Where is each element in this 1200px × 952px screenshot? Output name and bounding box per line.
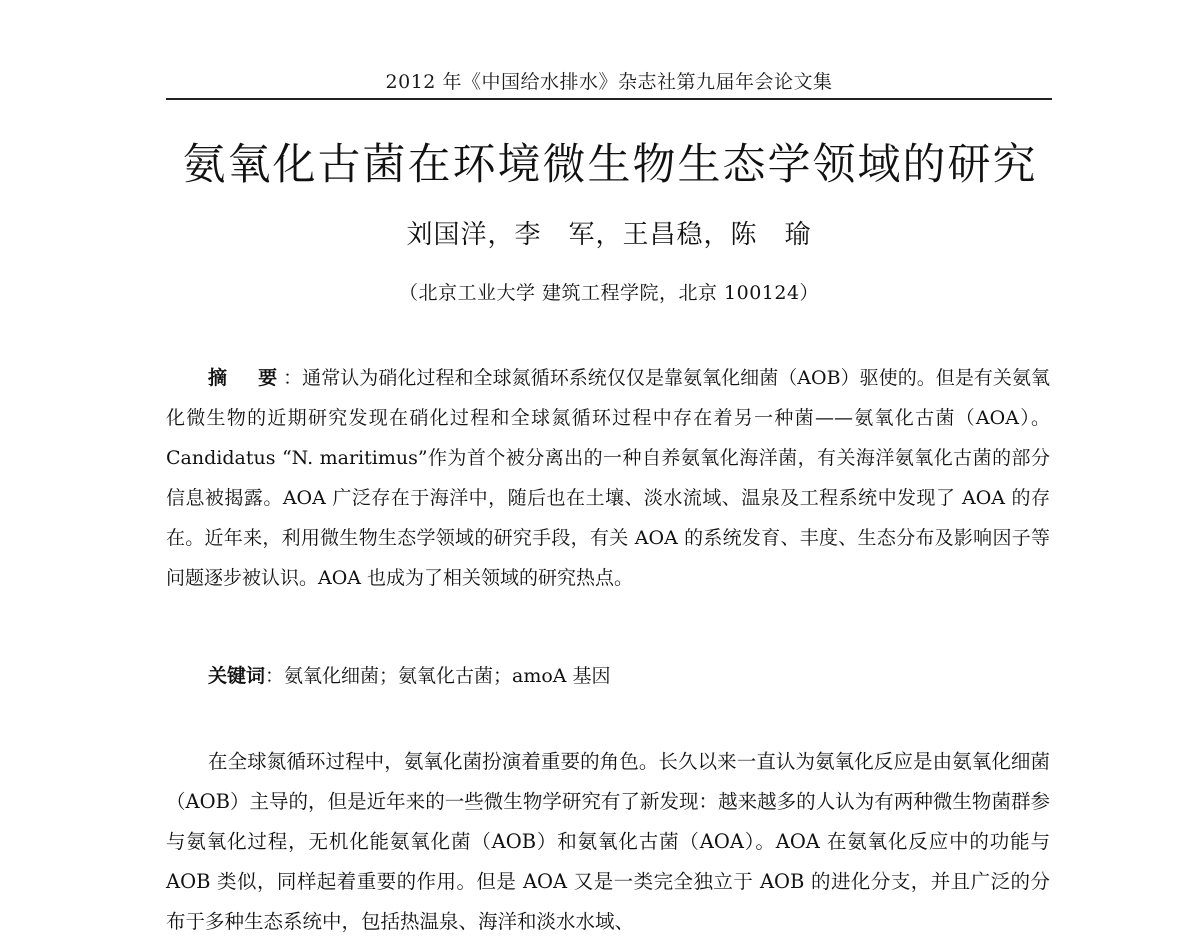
abstract-text: ：通常认为硝化过程和全球氮循环系统仅仅是靠氨氧化细菌（AOB）驱使的。但是有关氨氧化微生物的近期研究发现在硝化过程和全球氮循环过程中存在着另一种菌——氨氧化古菌（AOA）。Candidatus “N. maritimus”作为首个被分离出的一种自养氨氧化海洋菌，有关海洋氨氧化古菌的部分信息被揭露。AOA 广泛存在于海洋中，随后也在土壤、淡水流域、温泉及工程系统中发现了 AOA 的存在。近年来，利用微生物生态学领域的研究手段，有关 AOA 的系统发育、丰度、生态分布及影响因子等问题逐步被认识。AOA 也成为了相关领域的研究热点。 [166, 367, 1050, 589]
abstract [166, 358, 1050, 598]
abstract-label: 摘 要 [208, 367, 284, 389]
keywords-label: 关键词 [208, 665, 266, 687]
author-affiliation: （北京工业大学 建筑工程学院，北京 100124） [398, 282, 820, 304]
header-rule [166, 98, 1052, 100]
author-list: 刘国洋，李 军，王昌稳，陈 瑜 [406, 220, 812, 250]
keywords-text: ：氨氧化细菌；氨氧化古菌；amoA 基因 [265, 665, 611, 687]
body-paragraph: 在全球氮循环过程中，氨氧化菌扮演着重要的角色。长久以来一直认为氨氧化反应是由氨氧化细菌（AOB）主导的，但是近年来的一些微生物学研究有了新发现：越来越多的人认为有两种微生物菌群参与氨氧化过程，无机化能氨氧化菌（AOB）和氨氧化古菌（AOA）。AOA 在氨氧化反应中的功能与 AOB 类似，同样起着重要的作用。但是 AOA 又是一类完全独立于 AOB 的进化分支，并且广泛的分布于多种生态系统中，包括热温泉、海洋和淡水水域、 [166, 750, 1050, 933]
keywords [208, 659, 1050, 693]
paper-title: 氨氧化古菌在环境微生物生态学领域的研究 [182, 140, 1038, 190]
running-header: 2012 年《中国给水排水》杂志社第九届年会论文集 [385, 71, 833, 93]
